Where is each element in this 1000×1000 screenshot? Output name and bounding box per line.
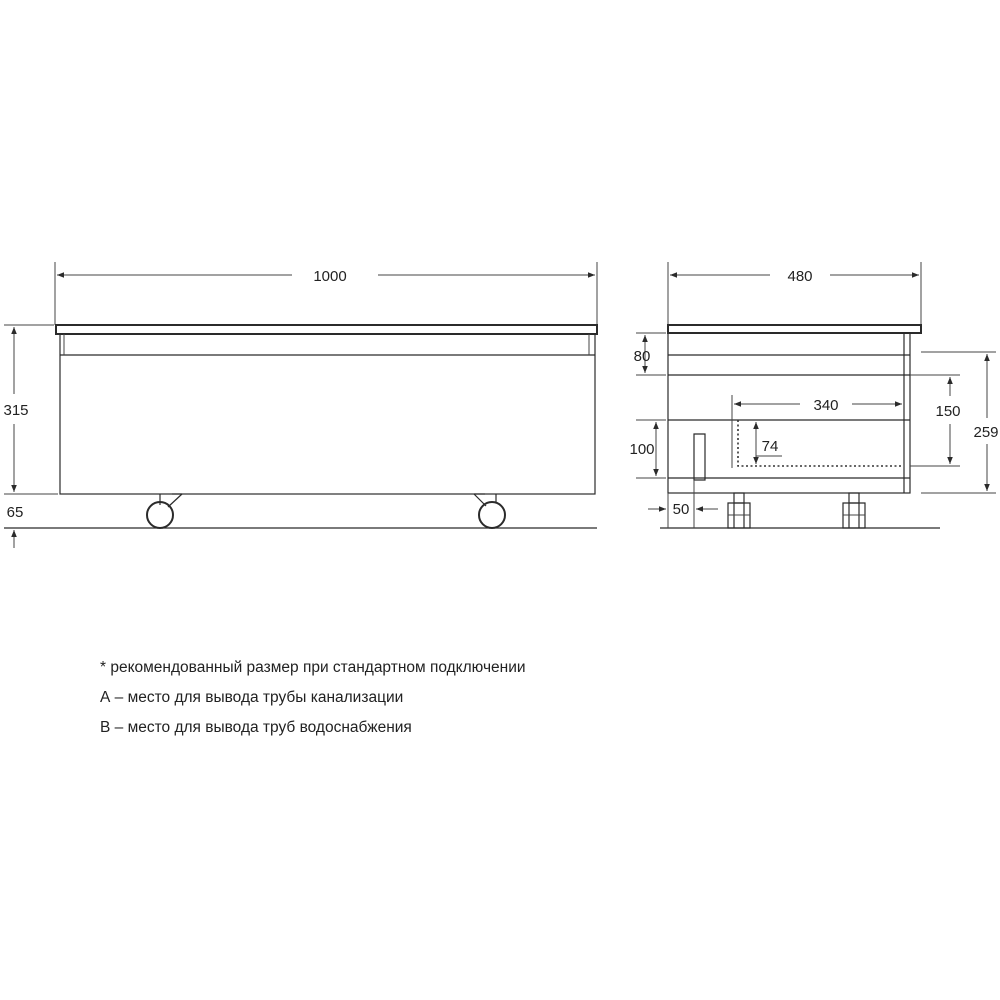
top-label: 80	[633, 348, 651, 365]
drain-pipe	[694, 434, 705, 480]
side-countertop	[668, 325, 921, 333]
depth-label: 480	[787, 268, 813, 285]
side-view	[629, 262, 998, 528]
drain-height-label: 150	[935, 403, 961, 420]
note-pipe-a: А – место для вывода трубы канализации	[100, 689, 404, 706]
offset-label: 50	[672, 501, 690, 518]
side-leg-right	[843, 493, 865, 528]
notes	[100, 657, 980, 747]
drawer-front	[60, 334, 595, 494]
small-label: 74	[761, 438, 779, 455]
front-wheel-right	[474, 494, 505, 528]
height-label: 315	[3, 402, 29, 419]
front-wheel-left	[147, 494, 182, 528]
side-cabinet-body	[668, 333, 910, 493]
front-view	[3, 262, 597, 548]
width-label: 1000	[313, 268, 347, 285]
overall-height-label: 259	[973, 424, 999, 441]
note-recommended: * рекомендованный размер при стандартном подключении	[100, 659, 526, 676]
note-pipe-b: В – место для вывода труб водоснабжения	[100, 719, 412, 736]
side-leg-left	[728, 493, 750, 528]
inner-depth-label: 340	[813, 397, 839, 414]
floor-label: 100	[629, 441, 655, 458]
leg-height-label: 65	[6, 504, 24, 521]
countertop	[56, 325, 597, 334]
